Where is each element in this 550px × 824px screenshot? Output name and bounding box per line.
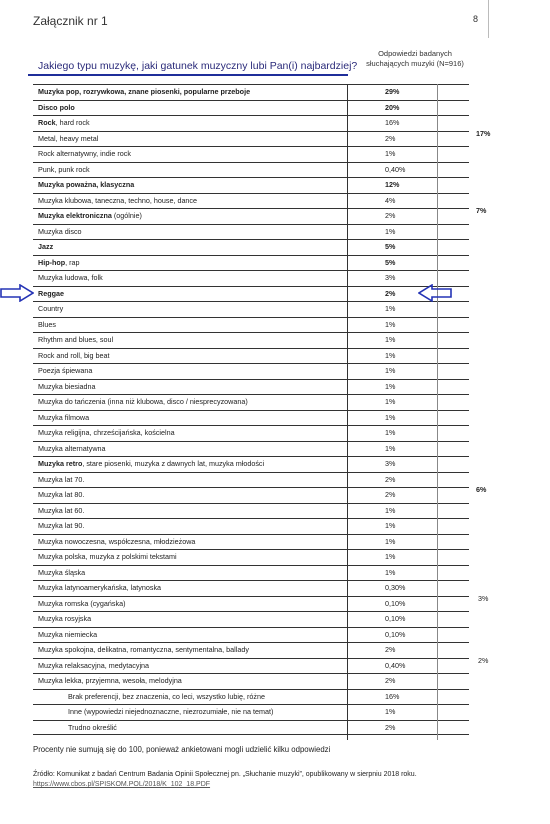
table-row xyxy=(33,332,469,348)
row-value: 0,40% xyxy=(385,164,406,174)
table-row xyxy=(33,549,469,565)
row-label-bold: Rock xyxy=(38,118,56,127)
table-row xyxy=(33,425,469,441)
row-value: 1% xyxy=(385,521,396,530)
row-label: Brak preferencji, bez znaczenia, co leci, wszystko lubię, różne xyxy=(68,691,265,701)
row-value: 1% xyxy=(385,304,396,313)
table-row xyxy=(33,193,469,209)
left-arrow-icon xyxy=(0,284,34,302)
row-label xyxy=(38,258,80,267)
row-label: Blues xyxy=(38,319,56,329)
right-arrow-icon xyxy=(418,284,452,302)
question-underline xyxy=(28,74,348,76)
row-value: 5% xyxy=(385,257,396,267)
row-label: Muzyka polska, muzyka z polskimi tekstami xyxy=(38,552,177,561)
table-row xyxy=(33,162,469,178)
row-label: Rock alternatywny, indie rock xyxy=(38,149,131,158)
source-citation: Źródło: Komunikat z badań Centrum Badania Opinii Społecznej pn. „Słuchanie muzyki”, opublikowany w sierpniu 2018 roku. xyxy=(33,771,417,778)
table-row xyxy=(33,410,469,426)
row-label: Rhythm and blues, soul xyxy=(38,335,114,344)
row-label: Metal, heavy metal xyxy=(38,133,99,143)
row-label: Muzyka lat 60. xyxy=(38,505,85,515)
table-row xyxy=(33,379,469,395)
row-value: 1% xyxy=(385,567,396,577)
row-value: 2% xyxy=(385,490,396,499)
table-row xyxy=(33,146,469,162)
row-label: Muzyka disco xyxy=(38,226,82,236)
table-row xyxy=(33,255,469,271)
column-header-line-1: Odpowiedzi badanych xyxy=(378,49,452,58)
row-value: 0,40% xyxy=(385,660,406,670)
attachment-label: Załącznik nr 1 xyxy=(33,14,108,28)
row-label: Muzyka lat 70. xyxy=(38,474,85,484)
table-row xyxy=(33,177,469,193)
table-row xyxy=(33,627,469,643)
table-row xyxy=(33,348,469,364)
table-row xyxy=(33,658,469,674)
row-label xyxy=(38,211,142,220)
table-row xyxy=(33,472,469,488)
table-row xyxy=(33,394,469,410)
row-label: Reggae xyxy=(38,288,64,298)
row-label: Muzyka alternatywna xyxy=(38,443,106,453)
row-label: Muzyka rosyjska xyxy=(38,614,92,623)
row-label: Muzyka spokojna, delikatna, romantyczna, sentymentalna, ballady xyxy=(38,645,249,654)
row-value: 0,10% xyxy=(385,614,406,623)
row-label: Disco polo xyxy=(38,102,75,112)
row-label: Muzyka nowoczesna, współczesna, młodzieżowa xyxy=(38,536,196,546)
table-row xyxy=(33,518,469,534)
row-label: Inne (wypowiedzi niejednoznaczne, niezrozumiałe, nie na temat) xyxy=(68,707,274,716)
table-row xyxy=(33,689,469,705)
row-label: Muzyka śląska xyxy=(38,567,86,577)
row-label: Poezja śpiewana xyxy=(38,366,93,375)
row-label-rest: , rap xyxy=(65,257,80,267)
row-value: 5% xyxy=(385,242,396,251)
column-divider xyxy=(347,84,348,740)
row-value: 1% xyxy=(385,552,396,561)
row-value: 0,30% xyxy=(385,583,406,592)
table-row xyxy=(33,100,469,116)
table-row xyxy=(33,301,469,317)
row-value: 2% xyxy=(385,288,396,298)
group-total: 2% xyxy=(478,655,489,665)
row-value: 1% xyxy=(385,350,396,360)
row-value: 4% xyxy=(385,195,396,205)
row-value: 1% xyxy=(385,707,396,716)
table-row xyxy=(33,642,469,658)
row-value: 2% xyxy=(385,133,396,143)
footnote: Procenty nie sumują się do 100, ponieważ ankietowani mogli udzielić kilku odpowiedzi xyxy=(33,745,331,754)
column-header xyxy=(360,49,470,69)
group-total: 6% xyxy=(476,485,487,494)
row-label: Muzyka romska (cygańska) xyxy=(38,598,126,608)
table-row xyxy=(33,704,469,720)
row-label-bold: Muzyka elektroniczna xyxy=(38,211,112,220)
page-number: 8 xyxy=(473,14,479,24)
row-value: 2% xyxy=(385,645,396,654)
row-label: Muzyka lekka, przyjemna, wesoła, melodyjna xyxy=(38,676,182,685)
row-label-bold: Muzyka retro xyxy=(38,459,83,468)
results-table xyxy=(33,84,469,735)
row-value: 12% xyxy=(385,180,400,189)
row-value: 3% xyxy=(385,459,396,468)
row-value: 2% xyxy=(385,211,396,220)
row-value: 1% xyxy=(385,443,396,453)
group-total: 7% xyxy=(476,206,487,215)
row-value: 1% xyxy=(385,381,396,391)
table-row xyxy=(33,673,469,689)
row-value: 1% xyxy=(385,149,396,158)
table-row xyxy=(33,580,469,596)
row-value: 1% xyxy=(385,412,396,422)
table-row xyxy=(33,131,469,147)
table-row xyxy=(33,611,469,627)
page-edge-line xyxy=(488,0,489,38)
row-value: 16% xyxy=(385,691,400,701)
row-value: 1% xyxy=(385,397,396,406)
row-label xyxy=(38,459,264,468)
table-row xyxy=(33,534,469,550)
row-value: 1% xyxy=(385,428,396,437)
table-row xyxy=(33,115,469,131)
group-column-divider xyxy=(437,84,438,740)
row-label-rest: , hard rock xyxy=(55,118,90,127)
row-value: 1% xyxy=(385,505,396,515)
row-value: 1% xyxy=(385,366,396,375)
source-link[interactable]: https://www.cbos.pl/SPISKOM.POL/2018/K_102_18.PDF xyxy=(33,781,211,788)
table-row xyxy=(33,84,469,100)
row-value: 1% xyxy=(385,536,396,546)
row-value: 1% xyxy=(385,335,396,344)
row-value: 20% xyxy=(385,102,400,112)
row-label-bold: Hip-hop xyxy=(38,257,66,267)
table-row xyxy=(33,286,469,302)
table-row xyxy=(33,720,469,736)
row-label: Muzyka filmowa xyxy=(38,412,90,422)
row-label: Muzyka ludowa, folk xyxy=(38,273,103,282)
column-header-line-2: słuchających muzyki (N=916) xyxy=(366,59,464,68)
row-label: Muzyka pop, rozrywkowa, znane piosenki, popularne przeboje xyxy=(38,87,251,96)
group-total: 3% xyxy=(478,593,489,603)
table-row xyxy=(33,363,469,379)
table-row xyxy=(33,239,469,255)
survey-question: Jakiego typu muzykę, jaki gatunek muzyczny lubi Pan(i) najbardziej? xyxy=(38,60,358,72)
row-value: 2% xyxy=(385,722,396,732)
row-label: Muzyka biesiadna xyxy=(38,381,96,391)
row-label: Muzyka latynoamerykańska, latynoska xyxy=(38,583,162,592)
table-row xyxy=(33,456,469,472)
row-value: 2% xyxy=(385,474,396,484)
row-label xyxy=(38,118,90,127)
table-row xyxy=(33,503,469,519)
row-label: Muzyka lat 90. xyxy=(38,521,85,530)
row-label: Muzyka relaksacyjna, medytacyjna xyxy=(38,660,150,670)
row-label: Muzyka religijna, chrześcijańska, kościelna xyxy=(38,428,175,437)
row-value: 2% xyxy=(385,676,396,685)
row-value: 1% xyxy=(385,319,396,329)
row-value: 3% xyxy=(385,273,396,282)
row-value: 16% xyxy=(385,118,400,127)
row-value: 0,10% xyxy=(385,629,406,639)
row-label: Trudno określić xyxy=(68,722,117,732)
row-label: Rock and roll, big beat xyxy=(38,350,110,360)
row-value: 29% xyxy=(385,87,400,96)
row-label: Muzyka do tańczenia (inna niż klubowa, disco / niesprecyzowana) xyxy=(38,397,248,406)
row-label: Punk, punk rock xyxy=(38,164,90,174)
row-label-rest: , stare piosenki, muzyka z dawnych lat, muzyka młodości xyxy=(82,459,265,468)
table-row xyxy=(33,208,469,224)
row-label-rest: (ogólnie) xyxy=(111,211,142,220)
table-row xyxy=(33,487,469,503)
table-row xyxy=(33,596,469,612)
group-total: 17% xyxy=(476,128,491,138)
row-label: Muzyka niemiecka xyxy=(38,629,98,639)
row-label: Muzyka lat 80. xyxy=(38,490,85,499)
row-value: 1% xyxy=(385,226,396,236)
table-row xyxy=(33,441,469,457)
row-label: Jazz xyxy=(38,242,54,251)
table-row xyxy=(33,270,469,286)
row-value: 0,10% xyxy=(385,598,406,608)
row-label: Muzyka poważna, klasyczna xyxy=(38,180,135,189)
table-row xyxy=(33,565,469,581)
table-row xyxy=(33,224,469,240)
table-row xyxy=(33,317,469,333)
row-label: Muzyka klubowa, taneczna, techno, house, dance xyxy=(38,195,198,205)
row-label: Country xyxy=(38,304,64,313)
